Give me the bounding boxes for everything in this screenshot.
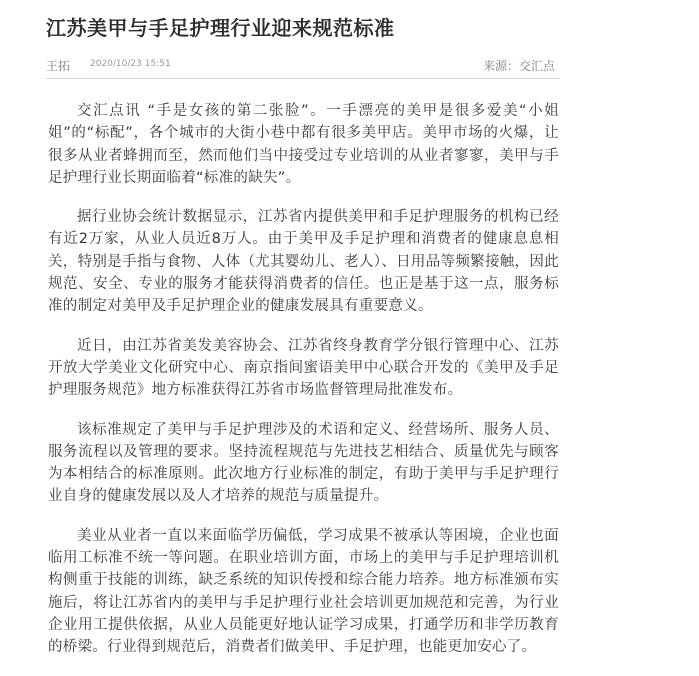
source-info	[483, 57, 555, 74]
publish-date: 2020/10/23 15:51	[90, 59, 171, 69]
paragraph: 交汇点讯 “手是女孩的第二张脸”。一手漂亮的美甲是很多爱美“小姐姐”的“标配”，各个城市的大街小巷中都有很多美甲店。美甲市场的火爆，让很多从业者蜂拥而至，然而他们当中接受过专业培训的从业者寥寥，美甲与手足护理行业长期面临着“标准的缺失”。	[48, 103, 559, 186]
paragraph: 近日，由江苏省美发美容协会、江苏省终身教育学分银行管理中心、江苏开放大学美业文化研究中心、南京指间蜜语美甲中心联合开发的《美甲及手足护理服务规范》地方标准获得江苏省市场监督管理局批准发布。	[48, 337, 559, 399]
source-name: 交汇点	[518, 59, 555, 73]
paragraph: 据行业协会统计数据显示，江苏省内提供美甲和手足护理服务的机构已经有近2万家，从业人员近8万人。由于美甲及手足护理和消费者的健康息息相关，特别是手指与食物、人体（尤其婴幼儿、老人）、日用品等频繁接触，因此规范、安全、专业的服务才能获得消费者的信任。也正是基于这一点，服务标准的制定对美甲及手足护理企业的健康发展具有重要意义。	[48, 209, 559, 315]
article	[46, 0, 559, 676]
source-label: 来源：	[482, 59, 519, 73]
author-name: 王拓	[46, 59, 71, 73]
paragraph: 美业从业者一直以来面临学历偏低，学习成果不被承认等困境，企业也面临用工标准不统一等问题。在职业培训方面，市场上的美甲与手足护理培训机构侧重于技能的训练，缺乏系统的知识传授和综合能力培养。地方标准颁布实施后，将让江苏省内的美甲与手足护理行业社会培训更加规范和完善，为行业企业用工提供依据，从业人员能更好地认证学习成果，打通学历和非学历教育的桥梁。行业得到规范后，消费者们做美甲、手足护理，也能更加安心了。	[48, 527, 559, 656]
article-title: 江苏美甲与手足护理行业迎来规范标准	[46, 16, 395, 40]
article-body	[46, 79, 559, 659]
paragraph: 该标准规定了美甲与手足护理涉及的术语和定义、经营场所、服务人员、服务流程以及管理的要求。坚持流程规范与先进技艺相结合、质量优先与顾客为本相结合的标准原则。此次地方行业标准的制定，有助于美甲与手足护理行业自身的健康发展以及人才培养的规范与质量提升。	[48, 421, 559, 505]
article-meta	[46, 48, 559, 79]
